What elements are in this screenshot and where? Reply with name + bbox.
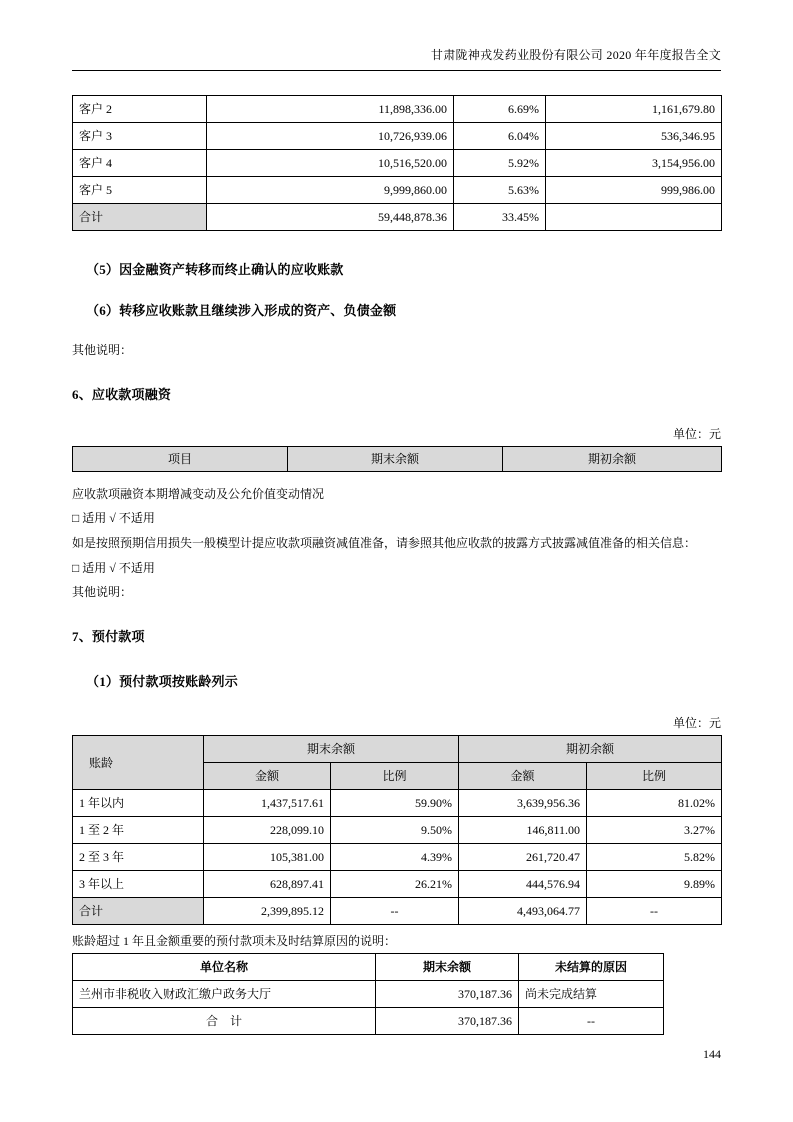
page-content <box>72 0 721 1035</box>
ratio-cell: 26.21% <box>331 871 459 898</box>
amount-cell: 9,999,860.00 <box>207 177 454 204</box>
total-amount-cell: 4,493,064.77 <box>459 898 587 925</box>
age-label-cell: 1 至 2 年 <box>73 817 204 844</box>
receivable-financing-table <box>72 446 722 472</box>
age-label-cell: 3 年以上 <box>73 871 204 898</box>
total-ratio-cell: 33.45% <box>454 204 546 231</box>
ratio-cell: 4.39% <box>331 844 459 871</box>
age-label-cell: 2 至 3 年 <box>73 844 204 871</box>
ratio-cell: 9.50% <box>331 817 459 844</box>
ratio-cell: 5.92% <box>454 150 546 177</box>
amount-cell: 10,726,939.06 <box>207 123 454 150</box>
column-header-amount: 金额 <box>204 763 331 790</box>
bad-debt-cell: 999,986.00 <box>546 177 722 204</box>
table-header-row <box>73 954 664 981</box>
table-total-row <box>73 898 722 925</box>
prepayments-aging-table <box>72 735 722 925</box>
ratio-cell: 9.89% <box>587 871 722 898</box>
ratio-cell: 6.04% <box>454 123 546 150</box>
age-label-cell: 1 年以内 <box>73 790 204 817</box>
total-label-cell: 合计 <box>73 204 207 231</box>
customer-name-cell: 客户 3 <box>73 123 207 150</box>
column-header-ratio: 比例 <box>587 763 722 790</box>
prepayments-aging-subheading: （1）预付款项按账龄列示 <box>86 674 238 689</box>
amount-cell: 1,437,517.61 <box>204 790 331 817</box>
overdue-prepayments-table <box>72 953 664 1035</box>
column-header-period-end: 期末余额 <box>204 736 459 763</box>
ratio-cell: 5.63% <box>454 177 546 204</box>
total-label-cell: 合计 <box>73 898 204 925</box>
total-bad-debt-cell <box>546 204 722 231</box>
reason-cell: 尚未完成结算 <box>519 981 664 1008</box>
table-header-row <box>73 447 722 472</box>
column-header-age: 账龄 <box>73 736 204 790</box>
unit-label: 单位：元 <box>672 427 721 441</box>
total-amount-cell: 2,399,895.12 <box>204 898 331 925</box>
amount-cell: 444,576.94 <box>459 871 587 898</box>
impairment-note: 如是按照预期信用损失一般模型计提应收款项融资减值准备，请参照其他应收款的披露方式披露减值准备的相关信息： <box>72 536 697 550</box>
ratio-cell: 6.69% <box>454 96 546 123</box>
section-6-heading: （6）转移应收账款且继续涉入形成的资产、负债金额 <box>86 303 397 318</box>
column-header-unsettled-reason: 未结算的原因 <box>519 954 664 981</box>
applicable-checkbox-line: □ 适用 √ 不适用 <box>72 561 155 575</box>
total-ratio-cell: -- <box>331 898 459 925</box>
applicable-checkbox-line: □ 适用 √ 不适用 <box>72 511 155 525</box>
table-row <box>73 177 722 204</box>
total-amount-cell: 370,187.36 <box>376 1008 519 1035</box>
amount-cell: 10,516,520.00 <box>207 150 454 177</box>
customer-name-cell: 客户 2 <box>73 96 207 123</box>
column-header-period-end: 期末余额 <box>376 954 519 981</box>
entity-name-cell: 兰州市非税收入财政汇缴户政务大厅 <box>73 981 376 1008</box>
ratio-cell: 5.82% <box>587 844 722 871</box>
amount-cell: 105,381.00 <box>204 844 331 871</box>
column-header-period-begin: 期初余额 <box>459 736 722 763</box>
document-header-title: 甘肃陇神戎发药业股份有限公司 2020 年年度报告全文 <box>72 0 721 71</box>
table-row <box>73 123 722 150</box>
prepayments-heading: 7、预付款项 <box>72 629 145 644</box>
bad-debt-cell: 3,154,956.00 <box>546 150 722 177</box>
amount-cell: 11,898,336.00 <box>207 96 454 123</box>
receivable-financing-heading: 6、应收款项融资 <box>72 387 172 402</box>
amount-cell: 628,897.41 <box>204 871 331 898</box>
table-total-row <box>73 204 722 231</box>
table-row <box>73 790 722 817</box>
page-number: 144 <box>703 1047 721 1061</box>
column-header-amount: 金额 <box>459 763 587 790</box>
customer-name-cell: 客户 5 <box>73 177 207 204</box>
amount-cell: 261,720.47 <box>459 844 587 871</box>
amount-cell: 146,811.00 <box>459 817 587 844</box>
column-header-ratio: 比例 <box>331 763 459 790</box>
ratio-cell: 59.90% <box>331 790 459 817</box>
section-5-heading: （5）因金融资产转移而终止确认的应收账款 <box>86 262 344 277</box>
ratio-cell: 3.27% <box>587 817 722 844</box>
total-ratio-cell: -- <box>587 898 722 925</box>
column-header-item: 项目 <box>73 447 288 472</box>
customer-name-cell: 客户 4 <box>73 150 207 177</box>
overdue-prepayments-note: 账龄超过 1 年且金额重要的预付款项未及时结算原因的说明： <box>72 934 397 948</box>
ratio-cell: 81.02% <box>587 790 722 817</box>
amount-cell: 228,099.10 <box>204 817 331 844</box>
column-header-period-end: 期末余额 <box>288 447 503 472</box>
table-row <box>73 871 722 898</box>
table-row <box>73 96 722 123</box>
table-header-row <box>73 736 722 763</box>
reason-cell: -- <box>519 1008 664 1035</box>
bad-debt-cell: 1,161,679.80 <box>546 96 722 123</box>
amount-cell: 3,639,956.36 <box>459 790 587 817</box>
total-amount-cell: 59,448,878.36 <box>207 204 454 231</box>
table-total-row <box>73 1008 664 1035</box>
financing-change-note: 应收款项融资本期增减变动及公允价值变动情况 <box>72 487 325 501</box>
column-header-entity-name: 单位名称 <box>73 954 376 981</box>
other-note-text: 其他说明： <box>72 343 133 357</box>
customers-table <box>72 95 722 231</box>
bad-debt-cell: 536,346.95 <box>546 123 722 150</box>
amount-cell: 370,187.36 <box>376 981 519 1008</box>
unit-label: 单位：元 <box>672 716 721 730</box>
other-note-text: 其他说明： <box>72 585 133 599</box>
table-row <box>73 817 722 844</box>
table-row <box>73 844 722 871</box>
total-label-cell: 合 计 <box>73 1008 376 1035</box>
table-row <box>73 150 722 177</box>
table-row <box>73 981 664 1008</box>
column-header-period-begin: 期初余额 <box>503 447 722 472</box>
